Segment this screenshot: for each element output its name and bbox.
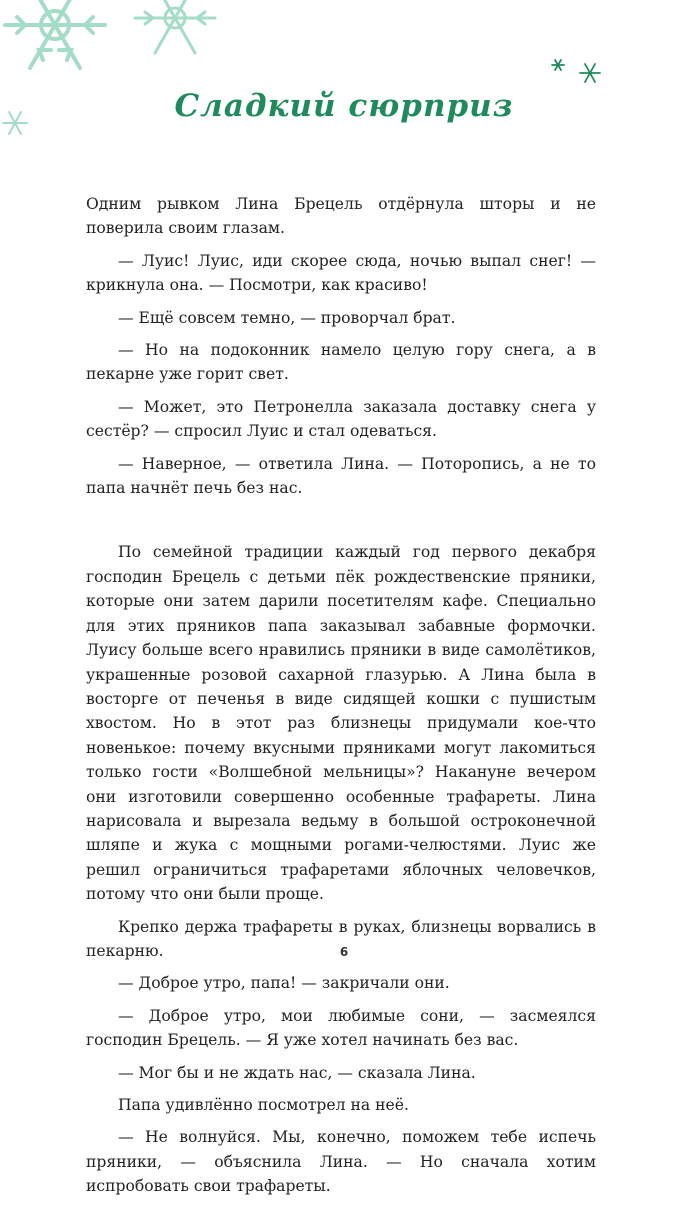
paragraph: Крепко держа трафареты в руках, близнецы ворвались в пекарню. [86,917,596,960]
paragraph: Папа удивлённо посмотрел на неё. [118,1096,409,1114]
page-number: 6 [339,945,349,959]
section-break [86,508,596,540]
paragraph: — Может, это Петронелла заказала доставку снега у сестёр? — спросил Луис и стал одеваться. [86,397,596,441]
paragraph: — Но на подоконник намело целую гору снега, а в пекарне уже горит свет. [86,341,596,384]
snowflake-small-right-icon [548,55,608,85]
paragraph: — Доброе утро, мои любимые сони, — засмеялся господин Брецель. — Я уже хотел начинать без вас. [86,1006,596,1050]
paragraph: — Луис! Луис, иди скорее сюда, ночью выпал снег! — крикнула она. — Посмотри, как красиво! [86,251,596,295]
paragraph: Одним рывком Лина Брецель отдёрнула шторы и не поверила своим глазам. [86,195,596,238]
snowflake-decoration-large-icon [0,0,230,100]
paragraph: — Ещё совсем темно, — проворчал брат. [118,308,456,327]
paragraph: — Наверное, — ответила Лина. — Поторопись, а не то папа начнёт печь без нас. [86,454,596,498]
paragraph: — Мог бы и не ждать нас, — сказала Лина. [118,1063,476,1082]
chapter-title: Сладкий сюрприз [174,88,514,124]
paragraph: — Не волнуйся. Мы, конечно, поможем тебе испечь пряники, — объяснила Лина. — Но сначала хотим испробовать свои трафареты. [86,1128,596,1196]
paragraph: По семейной традиции каждый год первого декабря господин Брецель с детьми пёк рождественские пряники, которые они затем дарили посетителям кафе. Специально для этих пряников папа заказывал забавные формочки. Луису больше всего нравились пряники в виде самолётиков, украшенные розовой сахарной глазурью. А Лина была в восторге от печенья в виде сидящей кошки с пушистым хвостом. Но в этот раз близнецы придумали кое-что новенькое: почему вкусными пряниками могут лакомиться только гости «Волшебной мельницы»? Накануне вечером они изготовили совершенно особенные трафареты. Лина нарисовала и вырезала ведьму в большой остроконечной шляпе и жука с мощными рогами-челюстями. Луис же решил ограничиться трафаретами яблочных человечков, потому что они были проще. [86,543,596,904]
paragraph: — Доброе утро, папа! — закричали они. [118,974,450,993]
body-text [86,192,596,1207]
